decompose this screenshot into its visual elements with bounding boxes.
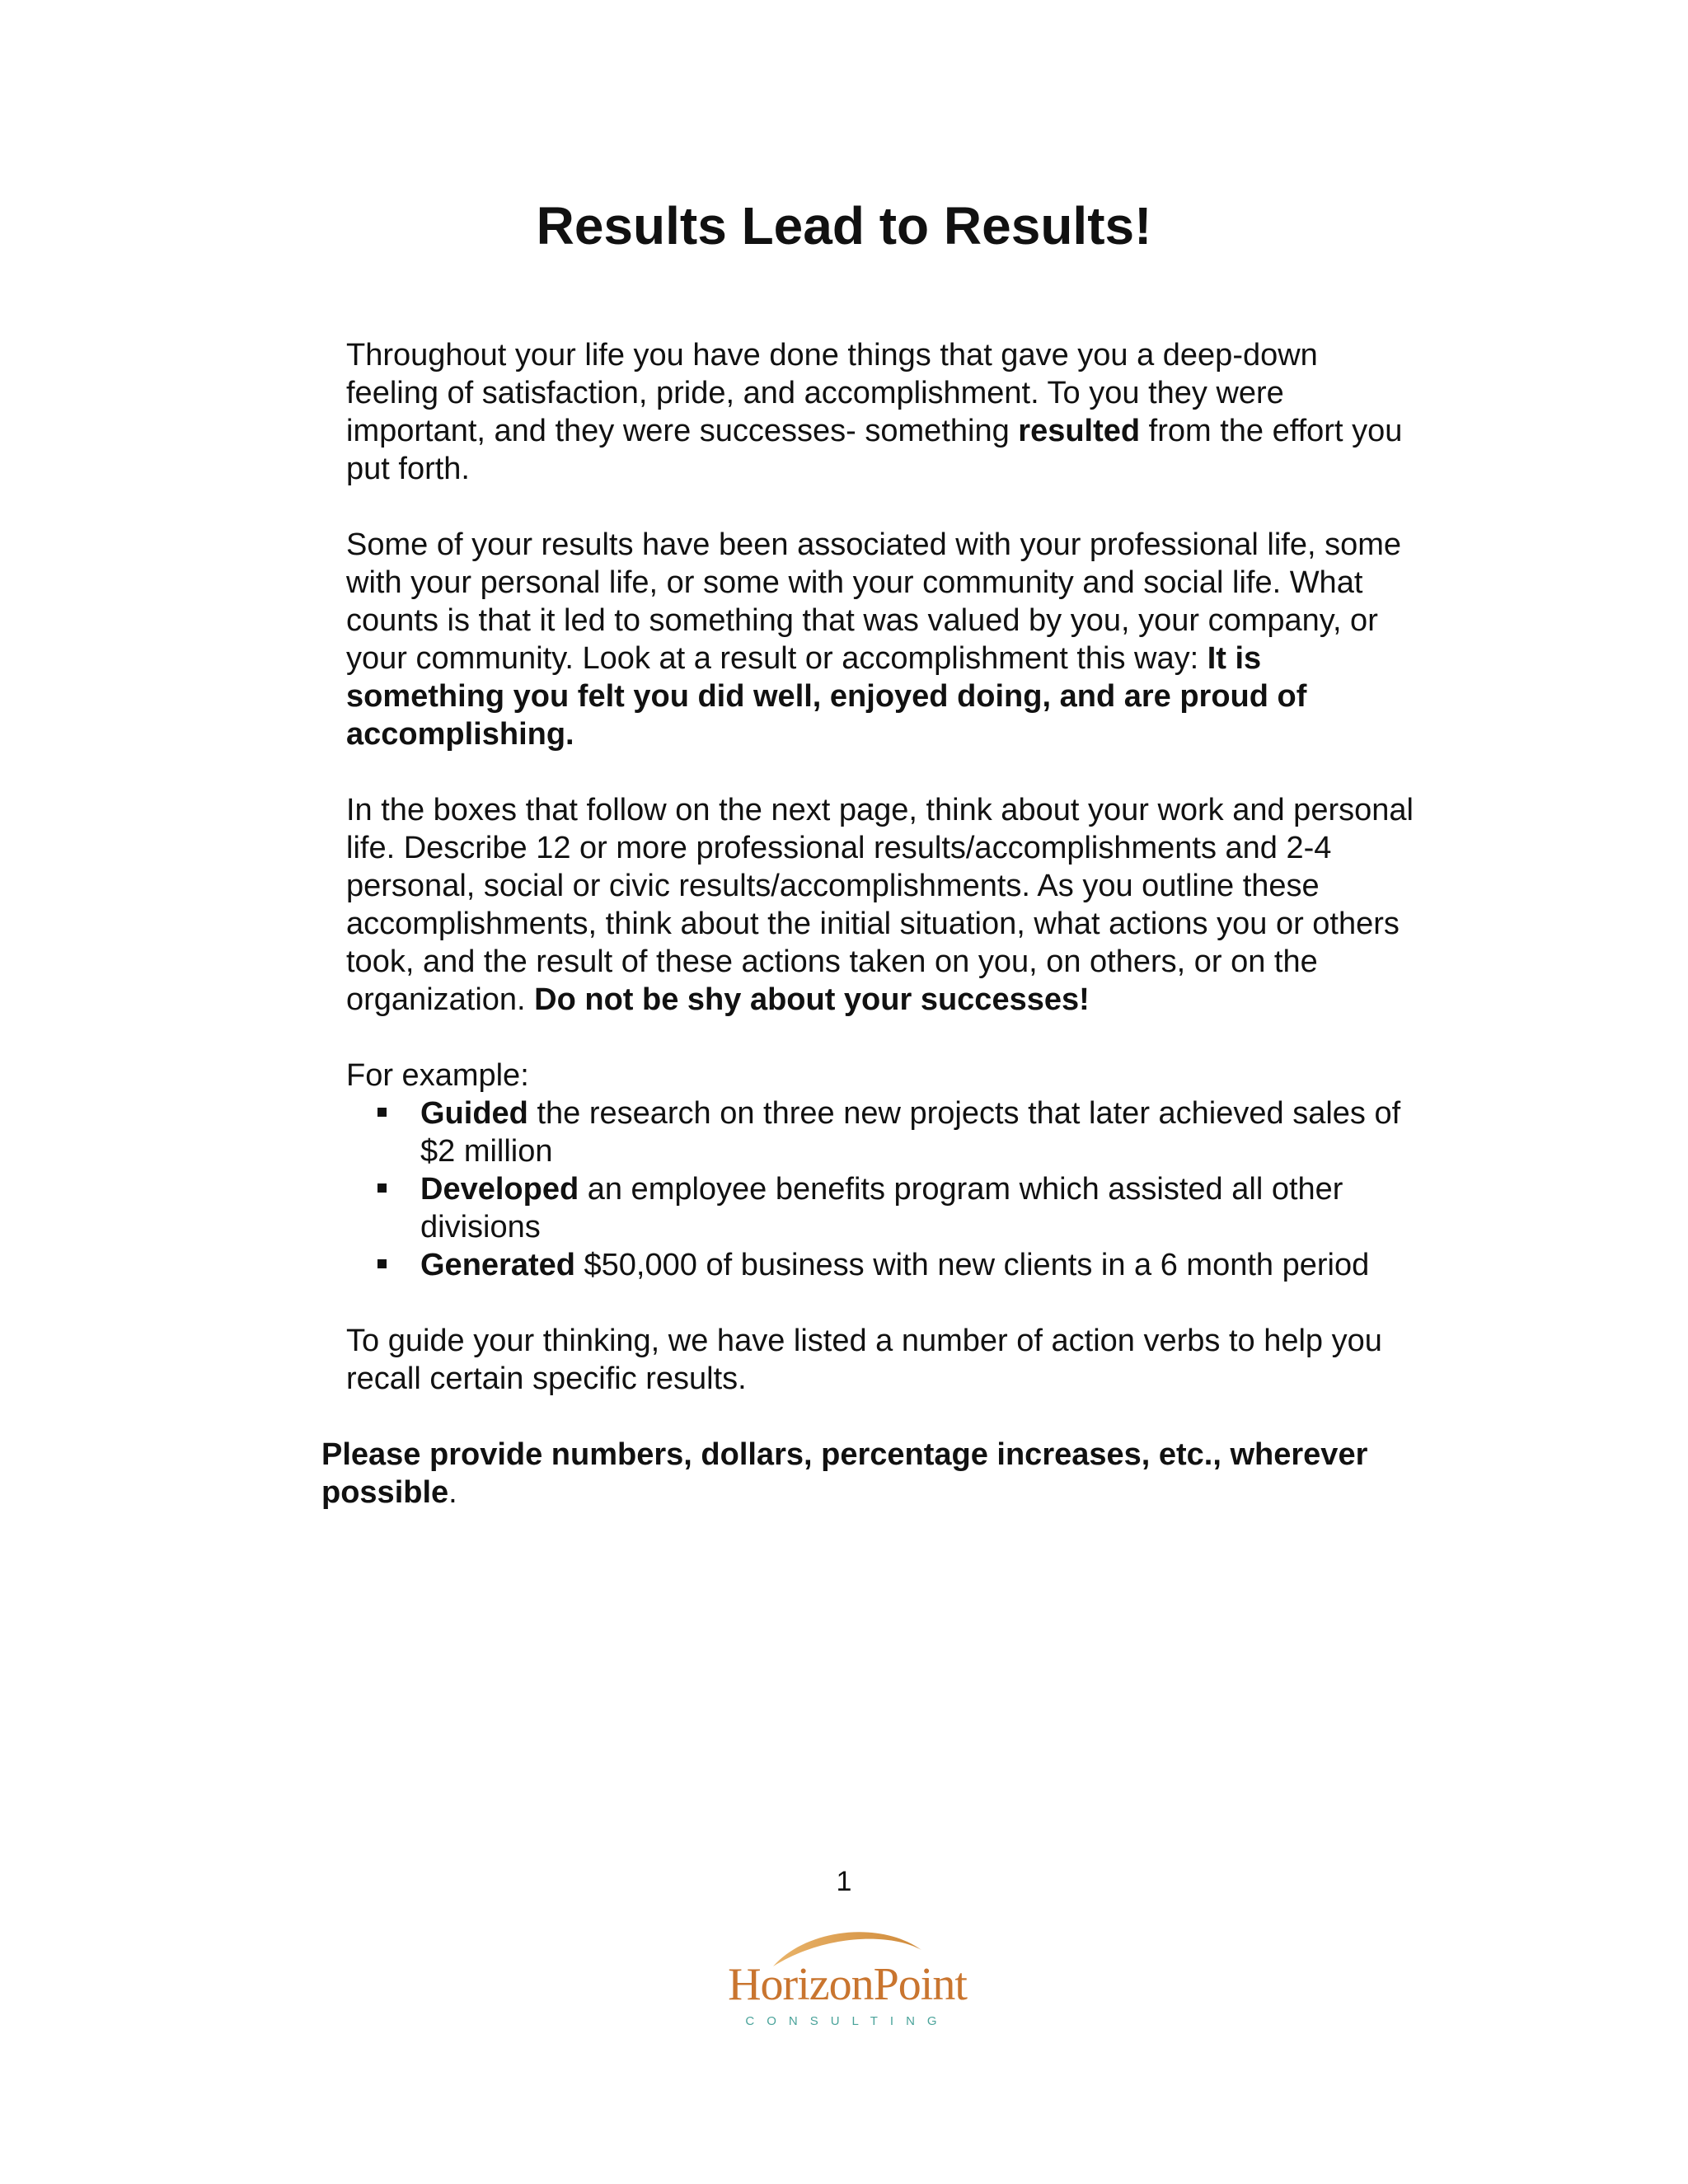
paragraph-intro: Throughout your life you have done things that gave you a deep-down feeling of satisfaction, pride, and accomplishment. To you they were important, and they were successes- something resulted from the effort you put forth. <box>346 338 1403 486</box>
company-logo <box>715 1920 979 2027</box>
list-item: Guided the research on three new projects that later achieved sales of $2 million <box>420 1094 1418 1170</box>
paragraph-instructions: In the boxes that follow on the next page, think about your work and personal life. Describe 12 or more professional results/accomplishments and 2-4 personal, social or civic results/accomplishments. As you outline these accomplishments, think about the initial situation, what actions you or others took, and the result of these actions taken on you, on others, or on the organization. Do not be shy about your successes! <box>346 793 1414 1017</box>
logo-subtitle: CONSULTING <box>745 2014 950 2028</box>
emphasis-definition: It is something you felt you did well, enjoyed doing, and are proud of accomplishing. <box>346 641 1307 752</box>
paragraph-action-verbs: To guide your thinking, we have listed a number of action verbs to help you recall certain specific results. <box>346 1324 1382 1396</box>
example-intro: For example: <box>346 1058 529 1093</box>
page-number: 1 <box>836 1866 852 1897</box>
square-bullet-icon <box>377 1259 387 1268</box>
square-bullet-icon <box>377 1108 387 1117</box>
closing-note: Please provide numbers, dollars, percentage increases, etc., wherever possible. <box>321 1437 1368 1510</box>
list-item: Developed an employee benefits program which assisted all other divisions <box>420 1170 1418 1246</box>
square-bullet-icon <box>377 1183 387 1193</box>
emphasis-resulted: resulted <box>1018 414 1141 448</box>
logo-wordmark: HorizonPoint <box>728 1959 967 2010</box>
document-body <box>321 336 1418 1511</box>
example-list <box>346 1094 1418 1284</box>
paragraph-results-areas: Some of your results have been associated with your professional life, some with your personal life, or some with your community and social life. What counts is that it led to something that was valued by you, your company, or your community. Look at a result or accomplishment this way: It is something you felt you did well, enjoyed doing, and are proud of accomplishing. <box>346 527 1401 752</box>
list-item: Generated $50,000 of business with new clients in a 6 month period <box>420 1246 1418 1284</box>
emphasis-not-shy: Do not be shy about your successes! <box>534 982 1090 1017</box>
page-title: Results Lead to Results! <box>536 196 1152 255</box>
